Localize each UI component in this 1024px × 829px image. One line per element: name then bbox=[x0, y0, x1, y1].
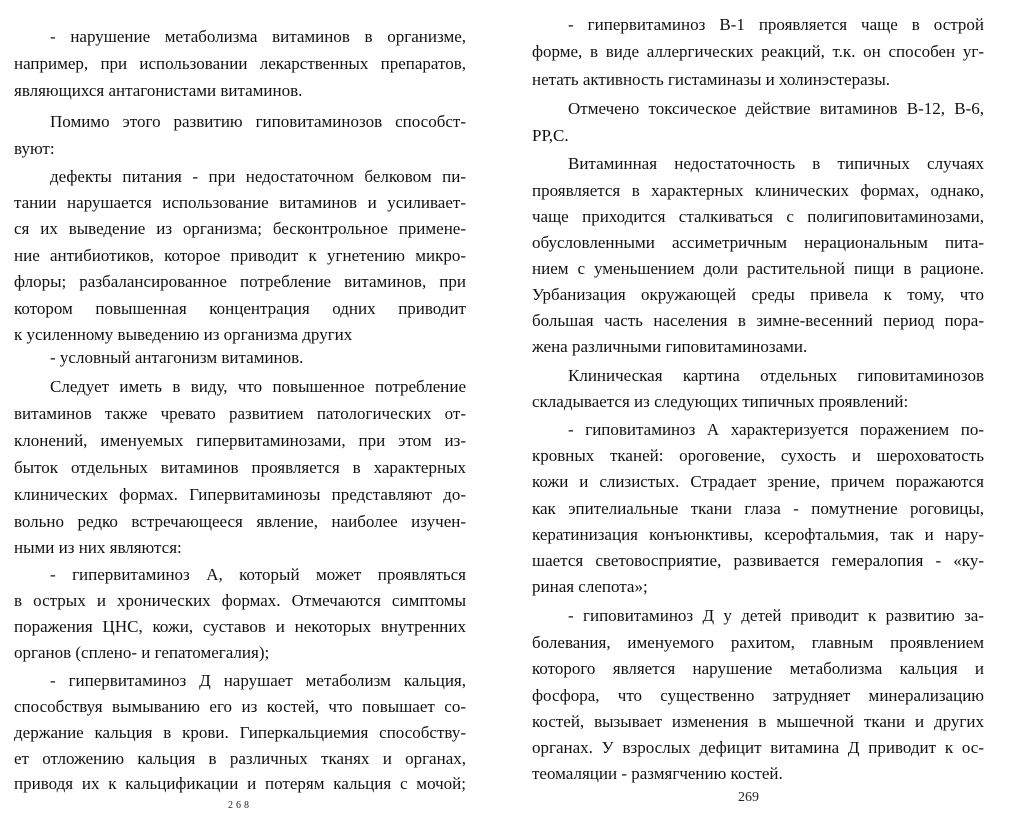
text-line: Клиническая картина отдельных гиповитаминозов bbox=[568, 366, 984, 385]
text-line: способствуя вымыванию его из костей, что повышает со- bbox=[14, 697, 466, 716]
text-line: как эпителиальные ткани глаза - помутнение роговицы, bbox=[532, 499, 984, 518]
text-line: чаще приходится сталкиваться с полигиповитаминозами, bbox=[532, 207, 984, 226]
text-line: котором повышенная концентрация одних приводит bbox=[14, 299, 466, 318]
text-line: кровных тканей: ороговение, сухость и шероховатость bbox=[532, 446, 984, 465]
text-line: форме, в виде аллергических реакций, т.к. он способен уг- bbox=[532, 42, 984, 61]
text-line: поражения ЦНС, кожи, суставов и некоторых внутренних bbox=[14, 617, 466, 636]
text-line: кожи и слизистых. Страдает зрение, причем поражаются bbox=[532, 472, 984, 491]
text-line: Помимо этого развитию гиповитаминозов способст- bbox=[50, 112, 466, 131]
text-line: органах. У взрослых дефицит витамина Д приводит к ос- bbox=[532, 738, 984, 757]
text-line: - нарушение метаболизма витаминов в организме, bbox=[50, 27, 466, 46]
text-line: держание кальция в крови. Гиперкальциемия способству- bbox=[14, 723, 466, 742]
text-line: складывается из следующих типичных проявлений: bbox=[532, 392, 909, 411]
text-line: ся их выведение из организма; бесконтрольное примене- bbox=[14, 219, 466, 238]
text-line: - гипервитаминоз Д нарушает метаболизм кальция, bbox=[50, 671, 466, 690]
text-line: Витаминная недостаточность в типичных случаях bbox=[568, 154, 984, 173]
text-line: которого является нарушение метаболизма кальция и bbox=[532, 659, 984, 678]
text-line: Следует иметь в виду, что повышенное потребление bbox=[50, 377, 466, 396]
text-line: проявляется в характерных клинических формах, однако, bbox=[532, 181, 984, 200]
text-line: ние антибиотиков, которое приводит к угнетению микро- bbox=[14, 246, 466, 265]
text-line: витаминов также чревато развитием патологических от- bbox=[14, 404, 466, 423]
text-line: теомаляции - размягчению костей. bbox=[532, 764, 783, 783]
text-line: риная слепота»; bbox=[532, 577, 648, 596]
page-number-right: 269 bbox=[738, 790, 759, 805]
text-line: - условный антагонизм витаминов. bbox=[50, 348, 304, 367]
page-number-left: 268 bbox=[228, 800, 252, 811]
text-line: приводя их к кальцификации и потерям кальция с мочой; bbox=[14, 774, 466, 793]
text-line: клонений, именуемых гипервитаминозами, при этом из- bbox=[14, 431, 466, 450]
text-line: - гиповитаминоз Д у детей приводит к развитию за- bbox=[568, 606, 984, 625]
text-line: тании нарушается использование витаминов и усиливает- bbox=[14, 193, 466, 212]
text-line: являющихся антагонистами витаминов. bbox=[14, 81, 303, 100]
text-line: - гипервитаминоз В-1 проявляется чаще в острой bbox=[568, 15, 984, 34]
text-line: костей, вызывает изменения в мышечной ткани и других bbox=[532, 712, 984, 731]
text-line: РР,С. bbox=[532, 126, 569, 145]
text-line: ными из них являются: bbox=[14, 538, 182, 557]
text-line: органов (сплено- и гепатомегалия); bbox=[14, 643, 270, 662]
text-line: - гипервитаминоз А, который может проявляться bbox=[50, 565, 466, 584]
text-line: вольно редко встречающееся явление, наиболее изучен- bbox=[14, 512, 466, 531]
text-line: - гиповитаминоз А характеризуется поражением по- bbox=[568, 420, 984, 439]
text-line: флоры; разбалансированное потребление витаминов, при bbox=[14, 272, 466, 291]
text-line: быток отдельных витаминов проявляется в характерных bbox=[14, 458, 466, 477]
text-line: к усиленному выведению из организма других bbox=[14, 325, 353, 344]
text-line: дефекты питания - при недостаточном белковом пи- bbox=[50, 167, 466, 186]
text-line: фосфора, что существенно затрудняет минерализацию bbox=[532, 686, 984, 705]
text-line: ет отложению кальция в различных тканях и органах, bbox=[14, 749, 466, 768]
text-line: в острых и хронических формах. Отмечаются симптомы bbox=[14, 591, 466, 610]
text-line: большая часть населения в зимне-весенний период пора- bbox=[532, 311, 984, 330]
text-line: нетать активность гистаминазы и холинэстеразы. bbox=[532, 70, 891, 89]
text-line: клинических формах. Гипервитаминозы представляют до- bbox=[14, 485, 466, 504]
text-line: Урбанизация окружающей среды привела к тому, что bbox=[532, 285, 984, 304]
text-line: жена различными гиповитаминозами. bbox=[532, 337, 808, 356]
text-line: кератинизация конъюнктивы, ксерофтальмия, так и нару- bbox=[532, 525, 984, 544]
text-line: болевания, именуемого рахитом, главным проявлением bbox=[532, 633, 984, 652]
text-line: Отмечено токсическое действие витаминов В-12, В-6, bbox=[568, 99, 984, 118]
text-line: вуют: bbox=[14, 139, 55, 158]
text-line: нием с уменьшением доли растительной пищи в рационе. bbox=[532, 259, 984, 278]
text-line: обусловленными ассиметричным нерациональным пита- bbox=[532, 233, 984, 252]
text-line: шается световосприятие, развивается гемералопия - «ку- bbox=[532, 551, 984, 570]
text-line: например, при использовании лекарственных препаратов, bbox=[14, 54, 466, 73]
